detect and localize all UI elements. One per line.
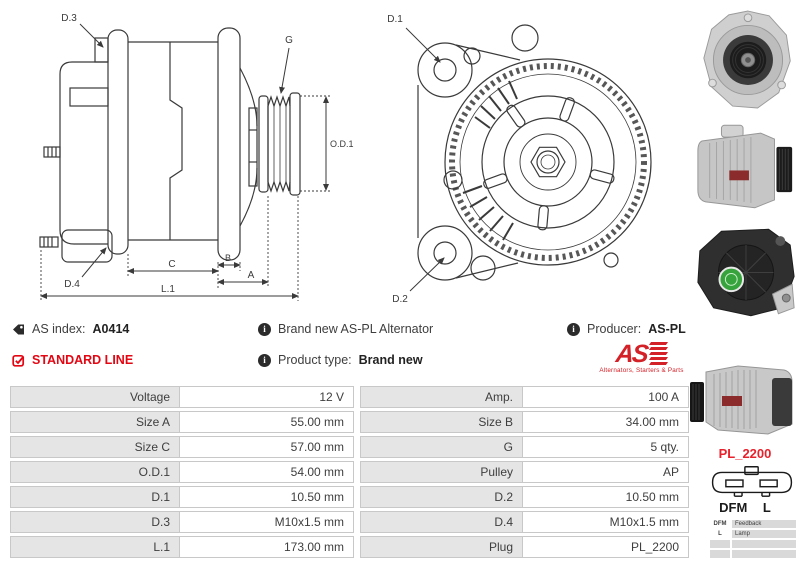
spec-value: AP (523, 461, 689, 483)
product-type-label: Product type: (278, 353, 352, 367)
product-photo-side-right (692, 120, 800, 217)
standard-line-label: STANDARD LINE (32, 353, 134, 367)
spec-label: D.2 (360, 486, 523, 508)
standard-line (12, 346, 258, 374)
plug-pin-name (710, 550, 730, 558)
spec-label: G (360, 436, 523, 458)
spec-value: M10x1.5 mm (180, 511, 354, 533)
info-icon: i (258, 323, 271, 336)
producer-value: AS-PL (648, 322, 686, 336)
spec-value: 12 V (180, 386, 354, 408)
spec-label: Amp. (360, 386, 523, 408)
dim-label-d3: D.3 (61, 13, 77, 24)
as-pl-logo (595, 339, 688, 374)
spec-value: 173.00 mm (180, 536, 354, 558)
product-photo-rear (692, 224, 800, 321)
logo-tagline: Alternators, Starters & Parts (599, 367, 684, 374)
spec-value: 10.50 mm (523, 486, 689, 508)
plug-pins-label: DFM L (719, 500, 771, 515)
spec-label: D.1 (10, 486, 180, 508)
spec-value: M10x1.5 mm (523, 511, 689, 533)
side-view-drawing (0, 0, 360, 315)
logo-text: AS (614, 339, 649, 368)
checkbox-icon (12, 354, 25, 367)
dim-label-od1: O.D.1 (330, 139, 354, 149)
product-photo-front (700, 6, 796, 114)
spec-value: 100 A (523, 386, 689, 408)
dim-label-l1: L.1 (161, 284, 175, 295)
as-index-line (12, 322, 258, 336)
plug-pin-name: L (710, 530, 730, 538)
spec-value: PL_2200 (523, 536, 689, 558)
spec-value: 10.50 mm (180, 486, 354, 508)
producer-line (567, 322, 688, 336)
front-view-drawing (368, 0, 688, 315)
as-index-label: AS index: (32, 322, 86, 336)
dim-label-b: B (224, 253, 232, 263)
spec-value: 57.00 mm (180, 436, 354, 458)
dim-label-g: G (285, 35, 293, 46)
plug-legend-table (710, 520, 796, 558)
producer-label: Producer: (587, 322, 642, 336)
product-type-line (258, 346, 567, 374)
spec-value: 5 qty. (523, 436, 689, 458)
plug-pin-desc: Feedback (732, 520, 796, 528)
plug-pin-desc (732, 550, 796, 558)
spec-value: 55.00 mm (180, 411, 354, 433)
spec-label: D.4 (360, 511, 523, 533)
tag-icon (12, 323, 25, 336)
plug-pin-name: DFM (710, 520, 730, 528)
dim-label-d4: D.4 (64, 279, 80, 290)
spec-label: L.1 (10, 536, 180, 558)
plug-code: PL_2200 (718, 446, 772, 461)
product-type-value: Brand new (358, 353, 423, 367)
info-icon: i (567, 323, 580, 336)
spec-label: Plug (360, 536, 523, 558)
logo-stripes-icon (650, 342, 667, 365)
dim-label-d1: D.1 (387, 14, 403, 25)
plug-pin-name (710, 540, 730, 548)
spec-label: Voltage (10, 386, 180, 408)
info-icon: i (258, 354, 271, 367)
spec-label: Size C (10, 436, 180, 458)
spec-label: Size B (360, 411, 523, 433)
info-bar (12, 322, 688, 374)
dim-label-d2: D.2 (392, 294, 408, 305)
spec-label: O.D.1 (10, 461, 180, 483)
dim-label-c: C (168, 259, 176, 270)
spec-label: Size A (10, 411, 180, 433)
product-photo-side-left (688, 358, 800, 442)
spec-value: 34.00 mm (523, 411, 689, 433)
spec-label: D.3 (10, 511, 180, 533)
spec-value: 54.00 mm (180, 461, 354, 483)
spec-table (10, 386, 689, 558)
dim-label-a: A (247, 270, 255, 281)
spec-label: Pulley (360, 461, 523, 483)
plug-pin-desc (732, 540, 796, 548)
as-index-value: A0414 (92, 322, 130, 336)
plug-pin-desc: Lamp (732, 530, 796, 538)
brand-new-text: Brand new AS-PL Alternator (278, 322, 434, 336)
plug-connector-drawing (706, 462, 798, 500)
brand-new-line (258, 322, 567, 336)
